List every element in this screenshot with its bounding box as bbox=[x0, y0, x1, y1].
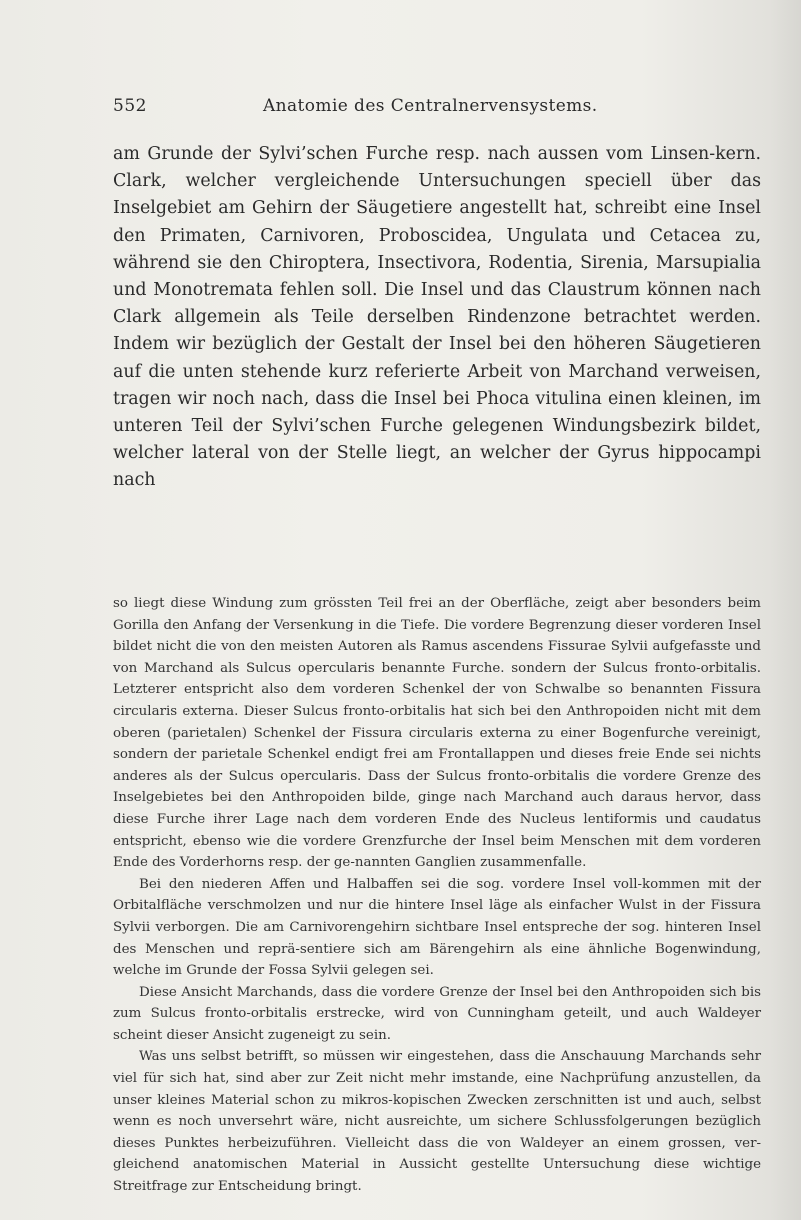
running-title: Anatomie des Centralnervensystems. bbox=[263, 96, 598, 116]
footnote-paragraph-4: Was uns selbst betrifft, so müssen wir eingestehen, dass die Anschauung Marchands sehr viel für sich hat, sind aber zur Zeit nicht mehr imstande, eine Nachprüfung anzustellen, da unser kleines Material schon zu mikros-kopischen Zwecken zerschnitten ist und auch, selbst wenn es noch unversehrt wäre, nicht ausreichte, um sichere Schlussfolgerungen bezüglich dieses Punktes herbeizuführen. Vielleicht dass die von Waldeyer an einem grossen, ver-gleichend anatomischen Material in Aussicht gestellte Untersuchung diese wichtige Streitfrage zur Entscheidung bringt. bbox=[113, 1049, 761, 1195]
page-header bbox=[113, 96, 759, 122]
footnote-paragraph-3: Diese Ansicht Marchands, dass die vordere Grenze der Insel bei den Anthropoiden sich bis zum Sulcus fronto-orbitalis erstrecke, wird von Cunningham geteilt, und auch Waldeyer scheint dieser Ansicht zugeneigt zu sein. bbox=[113, 984, 761, 1043]
main-paragraph: am Grunde der Sylvi’schen Furche resp. nach aussen vom Linsen-kern. Clark, welcher vergleichende Untersuchungen speciell über das Inselgebiet am Gehirn der Säugetiere angestellt hat, schreibt eine Insel den Primaten, Carnivoren, Proboscidea, Ungulata und Cetacea zu, während sie den Chiroptera, Insectivora, Rodentia, Sirenia, Marsupialia und Monotremata fehlen soll. Die Insel und das Claustrum können nach Clark allgemein als Teile derselben Rindenzone betrachtet werden. Indem wir bezüglich der Gestalt der Insel bei den höheren Säugetieren auf die unten stehende kurz referierte Arbeit von Marchand verweisen, tragen wir noch nach, dass die Insel bei Phoca vitulina einen kleinen, im unteren Teil der Sylvi’schen Furche gelegenen Windungsbezirk bildet, welcher lateral von der Stelle liegt, an welcher der Gyrus hippocampi nach bbox=[113, 144, 761, 491]
footnote-paragraph-2: Bei den niederen Affen und Halbaffen sei die sog. vordere Insel voll-kommen mit der Orbitalfläche verschmolzen und nur die hintere Insel läge als einfacher Wulst in der Fissura Sylvii verborgen. Die am Carnivorengehirn sichtbare Insel entspreche der sog. hinteren Insel des Menschen und reprä-sentiere sich am Bärengehirn als eine ähnliche Bogenwindung, welche im Grunde der Fossa Sylvii gelegen sei. bbox=[113, 876, 761, 979]
footnote-paragraph-1: so liegt diese Windung zum grössten Teil frei an der Oberfläche, zeigt aber besonders beim Gorilla den Anfang der Versenkung in die Tiefe. Die vordere Begrenzung dieser vorderen Insel bildet nicht die von den meisten Autoren als Ramus ascendens Fissurae Sylvii aufgefasste und von Marchand als Sulcus opercularis benannte Furche. sondern der Sulcus fronto-orbitalis. Letzterer entspricht also dem vorderen Schenkel der von Schwalbe so benannten Fissura circularis externa. Dieser Sulcus fronto-orbitalis hat sich bei den Anthropoiden nicht mit dem oberen (parietalen) Schenkel der Fissura circularis externa zu einer Bogenfurche vereinigt, sondern der parietale Schenkel endigt frei am Frontallappen und dieses freie Ende sei nichts anderes als der Sulcus opercularis. Dass der Sulcus fronto-orbitalis die vordere Grenze des Inselgebietes bei den Anthropoiden bilde, ginge nach Marchand auch daraus hervor, dass diese Furche ihrer Lage nach dem vorderen Ende des Nucleus lentiformis und caudatus entspricht, ebenso wie die vordere Grenzfurche der Insel beim Menschen mit dem vorderen Ende des Vorderhorns resp. der ge-nannten Ganglien zusammenfalle. bbox=[113, 596, 761, 871]
page-number: 552 bbox=[113, 96, 147, 116]
footnote bbox=[113, 593, 761, 1198]
main-text bbox=[113, 141, 761, 495]
